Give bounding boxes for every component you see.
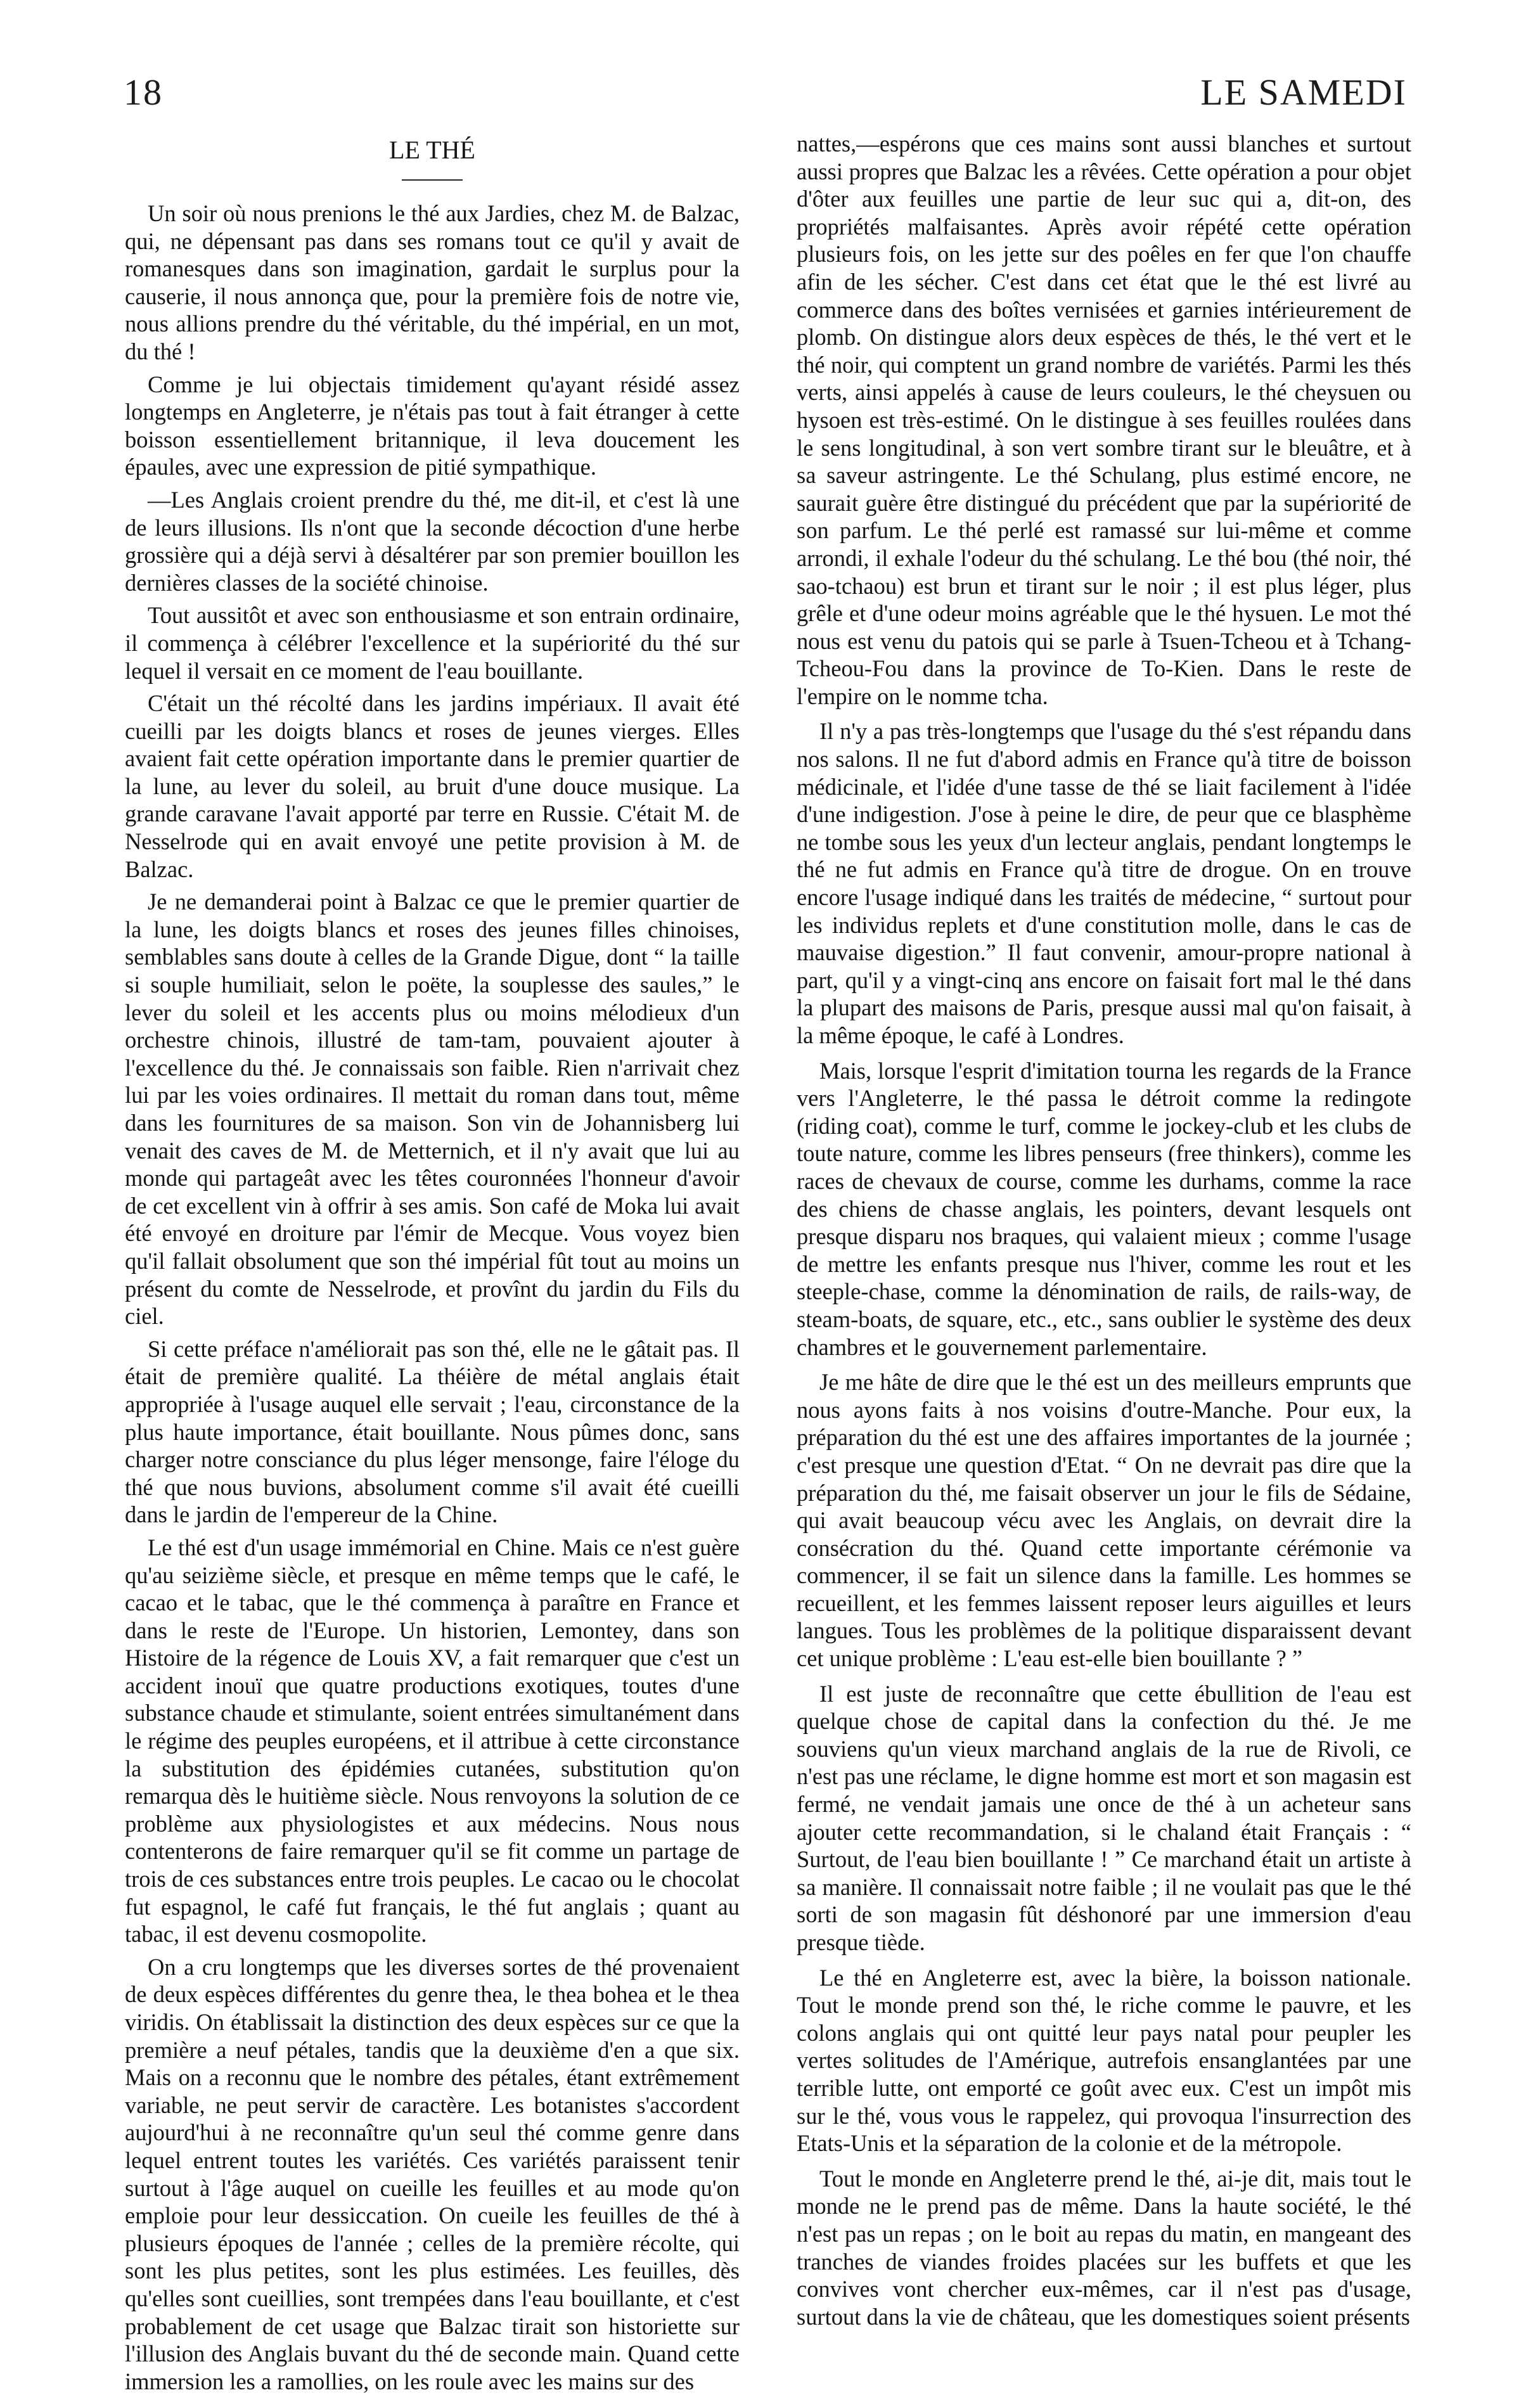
paragraph: Le thé est d'un usage immémorial en Chine. Mais ce n'est guère qu'au seizième siècle, et presque en même temps que le café, le cacao et le tabac, que le thé commença à paraître en France et dans le reste de l'Europe. Un historien, Lemontey, dans son Histoire de la régence de Louis XV, a fait remarquer que c'est un accident inouï que quatre productions exotiques, toutes d'une substance chaude et stimulante, soient entrées simultanément dans le régime des peuples européens, et il attribue à cette circonstance la substitution des épidémies cutanées, substitution qu'on remarqua dès le huitième siècle. Nous renvoyons la solution de ce problème aux physiologistes et aux médecins. Nous nous contenterons de faire remarquer qu'il se fit comme un partage de trois de ces substances entre trois peuples. Le cacao ou le chocolat fut espagnol, le café fut français, le thé fut anglais ; quant au tabac, il est devenu cosmopolite. xyxy=(125,1534,740,1948)
article-column-right xyxy=(797,130,1411,2330)
paragraph: Il est juste de reconnaître que cette ébullition de l'eau est quelque chose de capital dans la confection du thé. Je me souviens qu'un vieux marchand anglais de la rue de Rivoli, ce n'est pas une réclame, le digne homme est mort et son magasin est fermé, ne vendait jamais une once de thé à un acheteur sans ajouter cette recommandation, si le chaland était Français : “ Surtout, de l'eau bien bouillante ! ” Ce marchand était un artiste à sa manière. Il connaissait notre faible ; il ne voulait pas que le thé sorti de son magasin fût déshonoré par une immersion d'eau presque tiède. xyxy=(797,1680,1411,1955)
title-divider xyxy=(402,179,463,181)
page-header xyxy=(124,71,1407,122)
paragraph: Un soir où nous prenions le thé aux Jardies, chez M. de Balzac, qui, ne dépensant pas dans ses romans tout ce qu'il y avait de romanesques dans son imagination, gardait le surplus pour la causerie, il nous annonça que, pour la première fois de notre vie, nous allions prendre du thé véritable, du thé impérial, en un mot, du thé ! xyxy=(125,200,740,364)
paragraph: Je ne demanderai point à Balzac ce que le premier quartier de la lune, les doigts blancs et roses des jeunes filles chinoises, semblables sans doute à celles de la Grande Digue, dont “ la taille si souple humiliait, selon le poëte, la souplesse des saules,” le lever du soleil et les accents plus ou moins mélodieux d'un orchestre chinois, illustré de tam-tam, pouvaient ajouter à l'excellence du thé. Je connaissais son faible. Rien n'arrivait chez lui par les voies ordinaires. Il mettait du roman dans tout, même dans les fournitures de sa maison. Son vin de Johannisberg lui venait des caves de M. de Metternich, et il n'y avait que lui au monde qui partageât avec les têtes couronnées l'honneur d'avoir de cet excellent vin à offrir à ses amis. Son café de Moka lui avait été envoyé en droiture par l'émir de Mecque. Vous voyez bien qu'il fallait obsolument que son thé impérial fût tout au moins un présent du comte de Nesselrode, et provînt du jardin du Fils du ciel. xyxy=(125,889,740,1330)
paragraph: Tout aussitôt et avec son enthousiasme et son entrain ordinaire, il commença à célébrer l'excellence et la supériorité du thé sur lequel il versait en ce moment de l'eau bouillante. xyxy=(125,602,740,684)
paragraph: Mais, lorsque l'esprit d'imitation tourna les regards de la France vers l'Angleterre, le thé passa le détroit comme la redingote (riding coat), comme le turf, comme le jockey-club et les clubs de toute nature, comme les libres penseurs (free thinkers), comme les races de chevaux de course, comme les durhams, comme la race des chiens de chasse anglais, les pointers, devant lesquels ont presque disparu nos braques, qui valaient mieux ; comme l'usage de mettre les enfants presque nus l'hiver, comme les rout et les steeple-chase, comme la dénomination de rails, de rails-way, de steam-boats, de square, etc., etc., sans oublier le système des deux chambres et le gouvernement parlementaire. xyxy=(797,1057,1411,1360)
paragraph: Je me hâte de dire que le thé est un des meilleurs emprunts que nous ayons faits à nos voisins d'outre-Manche. Pour eux, la préparation du thé est une des affaires importantes de la journée ; c'est presque une question d'Etat. “ On ne devrait pas dire que la préparation du thé, me faisait observer un jour le fils de Sédaine, qui avait beaucoup vécu avec les Anglais, on devrait dire la consécration du thé. Quand cette importante cérémonie va commencer, il se fait un silence dans la famille. Les hommes se recueillent, et les femmes laissent reposer leurs aiguilles et leurs langues. Tous les problèmes de la politique disparaissent devant cet unique problème : L'eau est-elle bien bouillante ? ” xyxy=(797,1369,1411,1672)
paragraph: Comme je lui objectais timidement qu'ayant résidé assez longtemps en Angleterre, je n'étais pas tout à fait étranger à cette boisson essentiellement britannique, il leva doucement les épaules, avec une expression de pitié sympathique. xyxy=(125,371,740,480)
paragraph: —Les Anglais croient prendre du thé, me dit-il, et c'est là une de leurs illusions. Ils n'ont que la seconde décoction d'une herbe grossière qui a déjà servi à désaltérer par son premier bouillon les dernières classes de la société chinoise. xyxy=(125,486,740,596)
paragraph: C'était un thé récolté dans les jardins impériaux. Il avait été cueilli par les doigts blancs et roses de jeunes vierges. Elles avaient fait cette opération importante dans le premier quartier de la lune, au lever du soleil, au bruit d'une douce musique. La grande caravane l'avait apporté par terre en Russie. C'était M. de Nesselrode qui en avait envoyé une petite provision à M. de Balzac. xyxy=(125,690,740,882)
article-column-left xyxy=(125,130,740,2394)
journal-title: LE SAMEDI xyxy=(1200,72,1407,113)
paragraph: On a cru longtemps que les diverses sortes de thé provenaient de deux espèces différentes du genre thea, le thea bohea et le thea viridis. On établissait la distinction des deux espèces sur ce que la première a neuf pétales, tandis que la deuxième d'en a que six. Mais on a reconnu que le nombre des pétales, étant extrêmement variable, ne peut servir de caractère. Les botanistes s'accordent aujourd'hui à ne reconnaître qu'un seul thé comme genre dans lequel entrent toutes les variétés. Ces variétés paraissent tenir surtout à l'âge auquel on cueille les feuilles et au mode qu'on emploie pour leur dessiccation. On cueile les feuilles de thé à plusieurs époques de l'année ; celles de la première récolte, qui sont les plus petites, sont les plus estimées. Les feuilles, dès qu'elles sont cueillies, sont trempées dans l'eau bouillante, et c'est probablement de cet usage que Balzac tirait son historiette sur l'illusion des Anglais buvant du thé de seconde main. Quand cette immersion les a ramollies, on les roule avec les mains sur des xyxy=(125,1953,740,2394)
paragraph: Si cette préface n'améliorait pas son thé, elle ne le gâtait pas. Il était de première qualité. La théière de métal anglais était appropriée à l'usage auquel elle servait ; l'eau, circonstance de la plus haute importance, était bouillante. Nous pûmes donc, sans charger notre consciance du plus léger mensonge, faire l'éloge du thé que nous buvions, absolument comme s'il avait été cueilli dans le jardin de l'empereur de la Chine. xyxy=(125,1335,740,1528)
page-number: 18 xyxy=(124,72,163,113)
paragraph-continued: nattes,—espérons que ces mains sont aussi blanches et surtout aussi propres que Balzac les a rêvées. Cette opération a pour objet d'ôter aux feuilles une partie de leur suc qui a, dit-on, des propriétés malfaisantes. Après avoir répété cette opération plusieurs fois, on les jette sur des poêles en fer que l'on chauffe afin de les sécher. C'est dans cet état que le thé est livré au commerce dans des boîtes vernisées et garnies intérieurement de plomb. On distingue alors deux espèces de thés, le thé vert et le thé noir, qui comptent un grand nombre de variétés. Parmi les thés verts, ainsi appelés à cause de leurs couleurs, le thé cheysuen ou hysoen est très-estimé. On le distingue à ses feuilles roulées dans le sens longitudinal, à son vert sombre tirant sur le bleuâtre, et à sa saveur astringente. Le thé Schulang, plus estimé encore, ne saurait guère être distingué du précédent que par la supériorité de son parfum. Le thé perlé est ramassé sur lui-même et comme arrondi, il exhale l'odeur du thé schulang. Le thé bou (thé noir, thé sao-tchaou) est brun et tirant sur le noir ; il est plus léger, plus grêle et d'une odeur moins agréable que le thé hysuen. Le mot thé nous est venu du patois qui se parle à Tsuen-Tcheou et à Tchang-Tcheou-Fou dans la province de To-Kien. Dans le reste de l'empire on le nomme tcha. xyxy=(797,131,1411,709)
paragraph: Il n'y a pas très-longtemps que l'usage du thé s'est répandu dans nos salons. Il ne fut d'abord admis en France qu'à titre de boisson médicinale, et l'idée d'une tasse de thé se liait facilement à l'idée d'une indigestion. J'ose à peine le dire, de peur que ce blasphème ne tombe sous les yeux d'un lecteur anglais, pendant longtemps le thé ne fut admis en France qu'à titre de drogue. On en trouve encore l'usage indiqué dans les traités de médecine, “ surtout pour les individus replets et d'une constitution molle, dans le cas de mauvaise digestion.” Il faut convenir, amour-propre national à part, qu'il y a vingt-cinq ans encore on faisait fort mal le thé dans la plupart des maisons de Paris, presque aussi mal qu'on faisait, à la même époque, le café à Londres. xyxy=(797,718,1411,1048)
article-title: LE THÉ xyxy=(389,136,475,164)
paragraph: Le thé en Angleterre est, avec la bière, la boisson nationale. Tout le monde prend son thé, le riche comme le pauvre, et les colons anglais qui ont quitté leur pays natal pour peupler les vertes solitudes de l'Amérique, autrefois ensanglantées par une terrible lutte, ont emporté ce goût avec eux. C'est un impôt mis sur le thé, vous vous le rappelez, qui provoqua l'insurrection des Etats-Unis et la séparation de la colonie et de la métropole. xyxy=(797,1964,1411,2157)
paragraph: Tout le monde en Angleterre prend le thé, ai-je dit, mais tout le monde ne le prend pas de même. Dans la haute société, le thé n'est pas un repas ; on le boit au repas du matin, en mangeant des tranches de viandes froides placées sur les buffets et que les convives vont chercher eux-mêmes, car il n'est pas d'usage, surtout dans la vie de château, que les domestiques soient présents xyxy=(797,2165,1411,2330)
